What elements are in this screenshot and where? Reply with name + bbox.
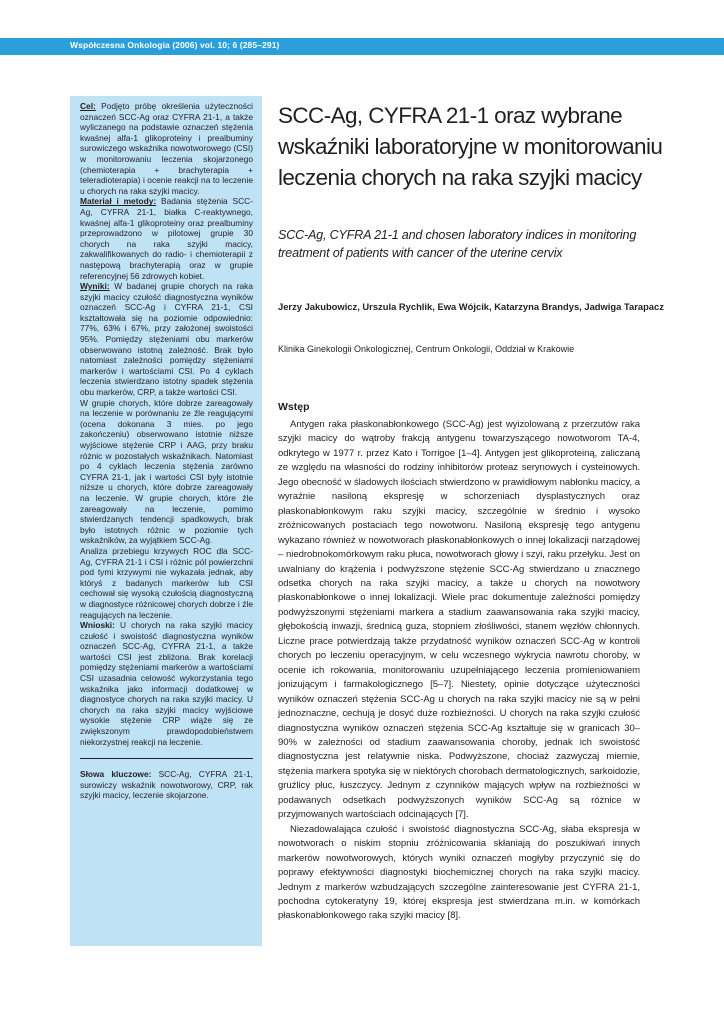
methods-label: Materiał i metody: — [80, 196, 157, 207]
aim-label: Cel: — [80, 101, 96, 111]
results-label: Wyniki: — [80, 281, 110, 292]
body-text — [278, 418, 640, 924]
results-text: W badanej grupie chorych na raka szyjki macicy czułość diagnostyczna wyników oznaczeń SCC-Ag i CYFRA 21-1, CSI kształtowała się na poziomie odpowiednio: 77%, 63% i 67%, przy założonej swoistości 95%. Pomiędzy stężeniami obu markerów obserwowano istotną zależność. Brak było natomiast zależności pomiędzy stężeniami markerów i wartościami CSI. Po 4 cyklach leczenia stwierdzano istotny spadek stężenia obu markerów, CRP, a także wartości CSI. — [80, 281, 253, 398]
body-paragraph-1: Antygen raka płaskonabłonkowego (SCC-Ag) jest wyizolowaną z przerzutów raka szyjki macicy do wątroby frakcją antygenu towarzyszącego nowotworom TA-4, odkrytego w 1977 r. przez Kato i Torrigoe [1–4]. Antygen jest glikoproteiną, zaliczaną ze względu na własności do rodziny inhibitorów proteaz serynowych i cysteinowych. Jego obecność w śladowych ilościach stwierdzono w prawidłowym nabłonku macicy, a wyraźnie nasiloną ekspresję w schorzeniach dysplastycznych oraz płaskonabłonkowym raku szyjki macicy, szczególnie w średnio i wysoko zróżnicowanych postaciach tego nowotworu. Nasiloną ekspresję tego antygenu wykazano również w nowotworach płaskonabłonkowych o innej lokalizacji narządowej – niedrobnokomórkowym raku płuca, nowotworach głowy i szyi, raku przełyku. Jest on uwalniany do krążenia i podwyższone stężenie SCC-Ag stwierdzano u znacznego odsetka chorych na raka szyjki macicy, a także u chorych na nowotwory płaskonabłonkowe o innej lokalizacji. Wiele prac dokumentuje zależności pomiędzy podwyższonymi stężeniami markera a stadium zaawansowania raka szyjki macicy, głębokością inwazji, średnicą guza, stopniem złośliwości, stanem węzłów chłonnych. Liczne prace potwierdzają także przydatność wyników oznaczeń SCC-Ag w kontroli chorych po leczeniu operacyjnym, w celu wczesnego wykrycia nawrotu choroby, w ocenie ich rokowania, monitorowaniu uzupełniającego leczenia promieniowaniem jonizującym i farmakologicznego [5–7]. Niestety, opinie dotyczące użyteczności wyników oznaczeń stężenia SCC-Ag u chorych na raka szyjki macicy nie są w pełni jednoznaczne, cechują je dosyć duże rozbieżności. U chorych na raka szyjki czułość diagnostyczna wyników oznaczeń stężenia SCC-Ag kształtuje się w granicach 30–90% w zależności od stadium zaawansowania choroby, jednak ich swoistość diagnostyczna jest relatywnie niska. Podwyższone, chociaż zazwyczaj miernie, stężenia markera spotyka się w niektórych chorobach dermatologicznych, sarkoidozie, gruźlicy płuc, łuszczycy. Jednym z czynników mających wpływ na rozbieżności w podawanych odsetkach podwyższonych wyników SCC-Ag są różnice w przyjmowanych wartościach odcinających [7]. — [278, 419, 640, 821]
article-affiliation: Klinika Ginekologii Onkologicznej, Centrum Onkologii, Oddział w Krakowie — [278, 344, 575, 354]
body-paragraph-2: Niezadowalająca czułość i swoistość diagnostyczna SCC-Ag, słaba ekspresja w nowotworach o niskim stopniu zróżnicowania skłaniają do poszukiwań innych markerów nowotworowych, których wyniki oznaczeń mogłyby przyczynić się do poprawy efektywności diagnostyki biochemicznej chorych na raka szyjki macicy. Jednym z markerów wzbudzających szczególne zainteresowanie jest CYFRA 21-1, pochodna cytokeratyny 19, której ekspresja jest stwierdzana m.in. w komórkach płaskonabłonkowego raka szyjki macicy [8]. — [278, 823, 640, 922]
abstract-conclusions — [80, 620, 253, 747]
conclusions-text: U chorych na raka szyjki macicy czułość i swoistość diagnostyczna wyników oznaczeń SCC-Ag, CYFRA 21-1, a także wartości CSI jest zbliżona. Brak korelacji pomiędzy stężeniami markerów a wartościami CSI uzasadnia celowość wykorzystania tego wskaźnika jako informacji dodatkowej w diagnostyce chorych na raka szyjki macicy. U chorych na raka szyjki macicy wyjściowe wysokie stężenie CRP wiąże się ze zwiększonym prawdopodobieństwem niekorzystnej reakcji na leczenie. — [80, 620, 253, 747]
abstract-methods — [80, 196, 253, 281]
article-subtitle: SCC-Ag, CYFRA 21-1 and chosen laboratory indices in monitoring treatment of patients with cancer of the uterine cervix — [278, 228, 637, 260]
keywords-divider — [80, 747, 253, 759]
article-authors: Jerzy Jakubowicz, Urszula Rychlik, Ewa Wójcik, Katarzyna Brandys, Jadwiga Tarapacz — [278, 301, 664, 312]
abstract-keywords — [80, 769, 253, 801]
abstract-results — [80, 281, 253, 398]
abstract-results-2: W grupie chorych, które dobrze zareagowały na leczenie w porównaniu ze źle reagującymi (ocena dokonana 3 mies. po jego zakończeniu) obserwowano istotnie niższe wyjściowe stężenie CRP i AAG, przy braku różnic w pozostałych wskaźnikach. Natomiast po 4 cyklach leczenia stężenia zarówno CYFRA 21-1, jak i wartości CSI były istotnie niższe u chorych, które dobrze zareagowały na leczenie. W grupie chorych, które źle zareagowały na leczenie, pomimo stwierdzanych tendencji spadkowych, brak było istotnych różnic w poziomie tych wskaźników, za wyjątkiem SCC-Ag. — [80, 397, 253, 546]
article-title: SCC-Ag, CYFRA 21-1 oraz wybrane wskaźniki laboratoryjne w monitorowaniu leczenia chorych na raka szyjki macicy — [278, 103, 663, 190]
keywords-text: SCC-Ag, CYFRA 21-1, surowiczy wskaźnik nowotworowy, CRP, rak szyjki macicy, leczenie skojarzone. — [80, 769, 253, 801]
abstract-aim — [80, 101, 253, 196]
aim-text: Podjęto próbę określenia użyteczności oznaczeń SCC-Ag oraz CYFRA 21-1, a także wyliczanego na podstawie oznaczeń stężenia kwaśnej alfa-1 glikoproteiny i prealbuminy surowiczego wskaźnika nowotworowego (CSI) w monitorowaniu leczenia skojarzonego (chemioterapia + brachyterapia + teleradioterapia) i ocenie reakcji na to leczenie u chorych na raka szyjki macicy. — [80, 101, 253, 196]
keywords-label: Słowa kluczowe: — [80, 769, 152, 780]
abstract-box — [70, 96, 262, 946]
section-heading: Wstęp — [278, 401, 310, 413]
methods-text: Badania stężenia SCC-Ag, CYFRA 21-1, białka C-reaktywnego, kwaśnej alfa-1 glikoproteiny oraz prealbuminy przeprowadzono w pilotowej grupie 30 chorych na raka szyjki macicy, zakwalifikowanych do radio- i chemioterapii z następową brachyterapią oraz w grupie referencyjnej 56 zdrowych kobiet. — [80, 196, 253, 281]
conclusions-label: Wnioski: — [80, 620, 115, 631]
abstract-results-3: Analiza przebiegu krzywych ROC dla SCC-Ag, CYFRA 21-1 i CSI i różnic pól powierzchni pod tymi krzywymi nie wykazała jednak, aby któryś z badanych markerów lub CSI cechował się wysoką czułością diagnostyczną w diagnostyce różnicowej chorych dobrze i źle reagujących na leczenie. — [80, 545, 253, 620]
journal-reference: Współczesna Onkologia (2006) vol. 10; 6 (285–291) — [70, 40, 280, 50]
